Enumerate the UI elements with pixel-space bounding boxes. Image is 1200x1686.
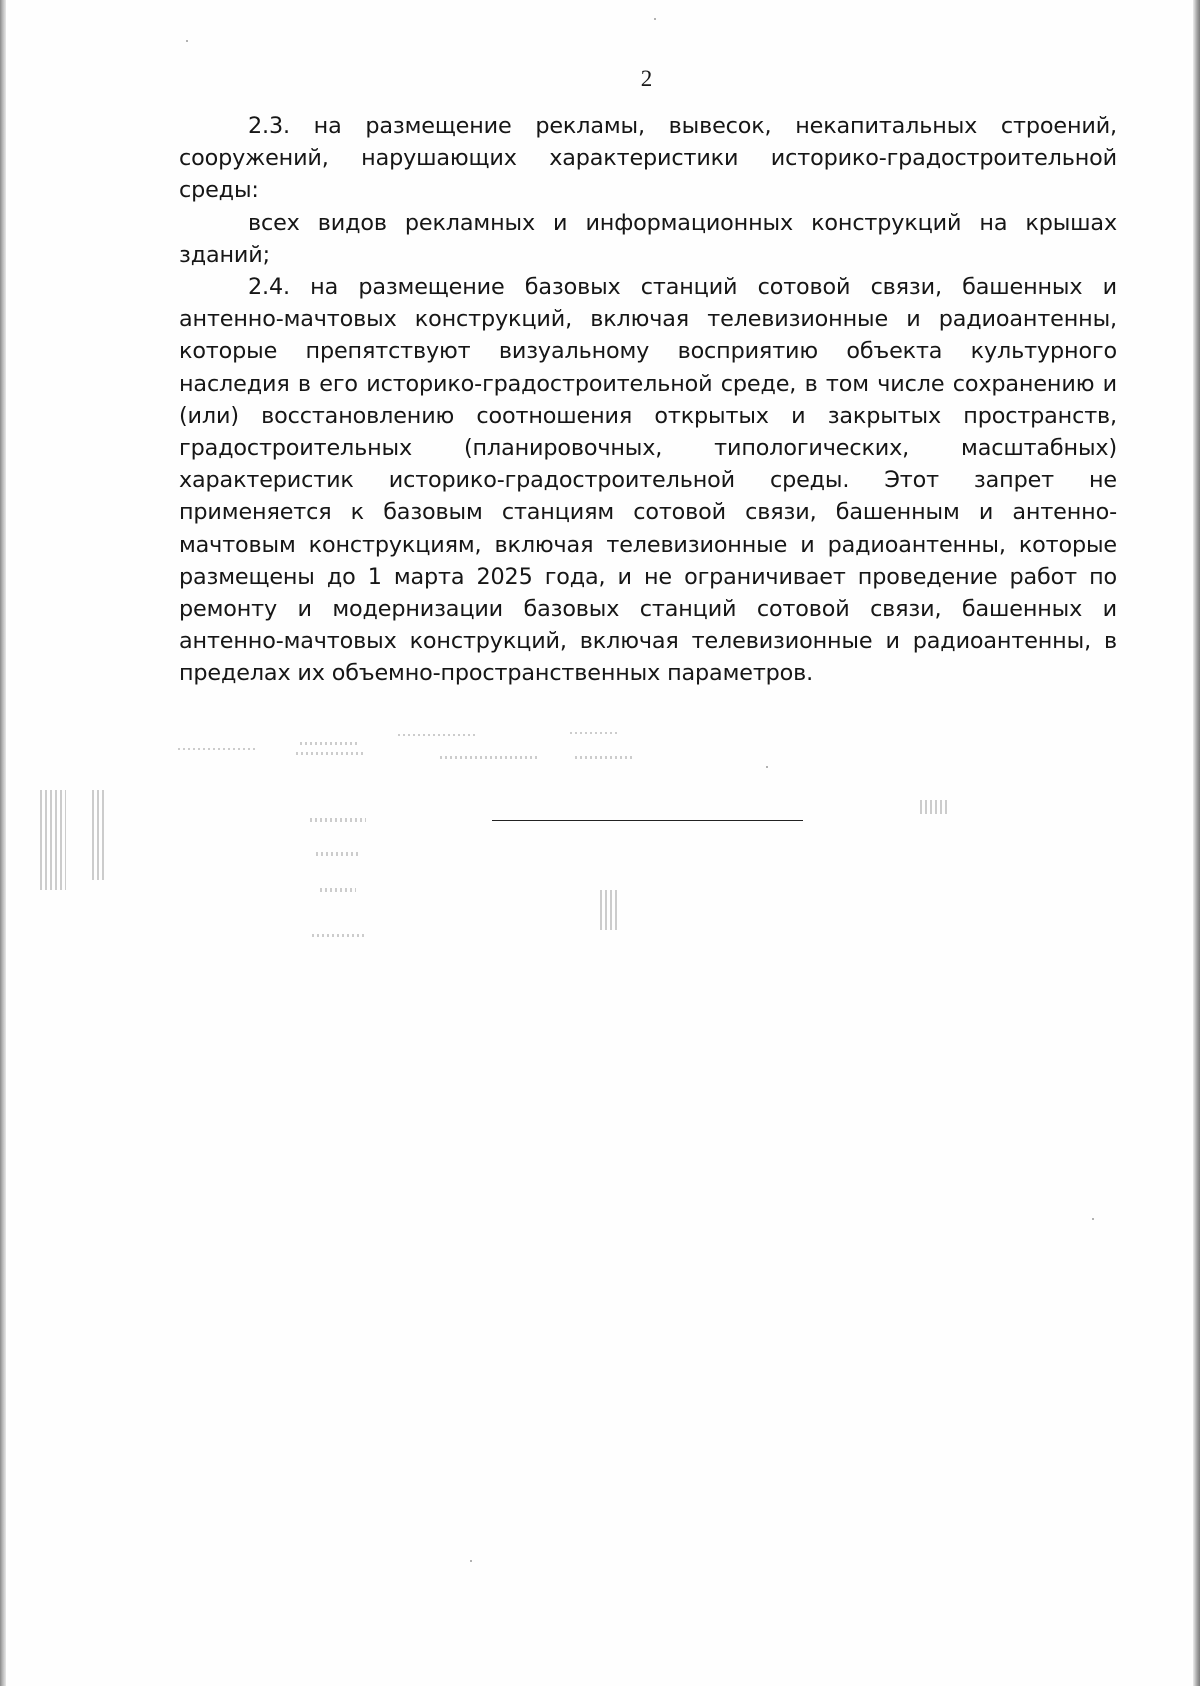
scan-speck: [186, 40, 188, 42]
signature-line: [492, 820, 803, 821]
paragraph-2-4: 2.4. на размещение базовых станций сотовой связи, башенных и антенно-мачтовых конструкций, включая телевизионные и радиоантенны, которые препятствуют визуальному восприятию объекта культурного наследия в его историко-градостроительной среде, в том числе сохранению и (или) восстановлению соотношения открытых и закрытых пространств, градостроительных (планировочных, типологических, масштабных) характеристик историко-градостроительной среды. Этот запрет не применяется к базовым станциям сотовой связи, башенным и антенно-мачтовым конструкциям, включая телевизионные и радиоантенны, которые размещены до 1 марта 2025 года, и не ограничивает проведение работ по ремонту и модернизации базовых станций сотовой связи, башенных и антенно-мачтовых конструкций, включая телевизионные и радиоантенны, в пределах их объемно-пространственных параметров.: [179, 274, 1117, 687]
faded-stamp-area: [0, 720, 1200, 960]
scan-speck: [766, 766, 768, 768]
scan-speck: [1092, 1218, 1094, 1220]
page-number: 2: [640, 66, 653, 91]
paragraph-advertising-roofs: всех видов рекламных и информационных конструкций на крышах зданий;: [179, 209, 1117, 268]
scan-speck: [654, 18, 656, 20]
scan-speck: [470, 1560, 472, 1562]
paragraph-2-3: 2.3. на размещение рекламы, вывесок, некапитальных строений, сооружений, нарушающих характеристики историко-градостроительной среды:: [179, 113, 1117, 204]
document-body: [179, 110, 1117, 690]
